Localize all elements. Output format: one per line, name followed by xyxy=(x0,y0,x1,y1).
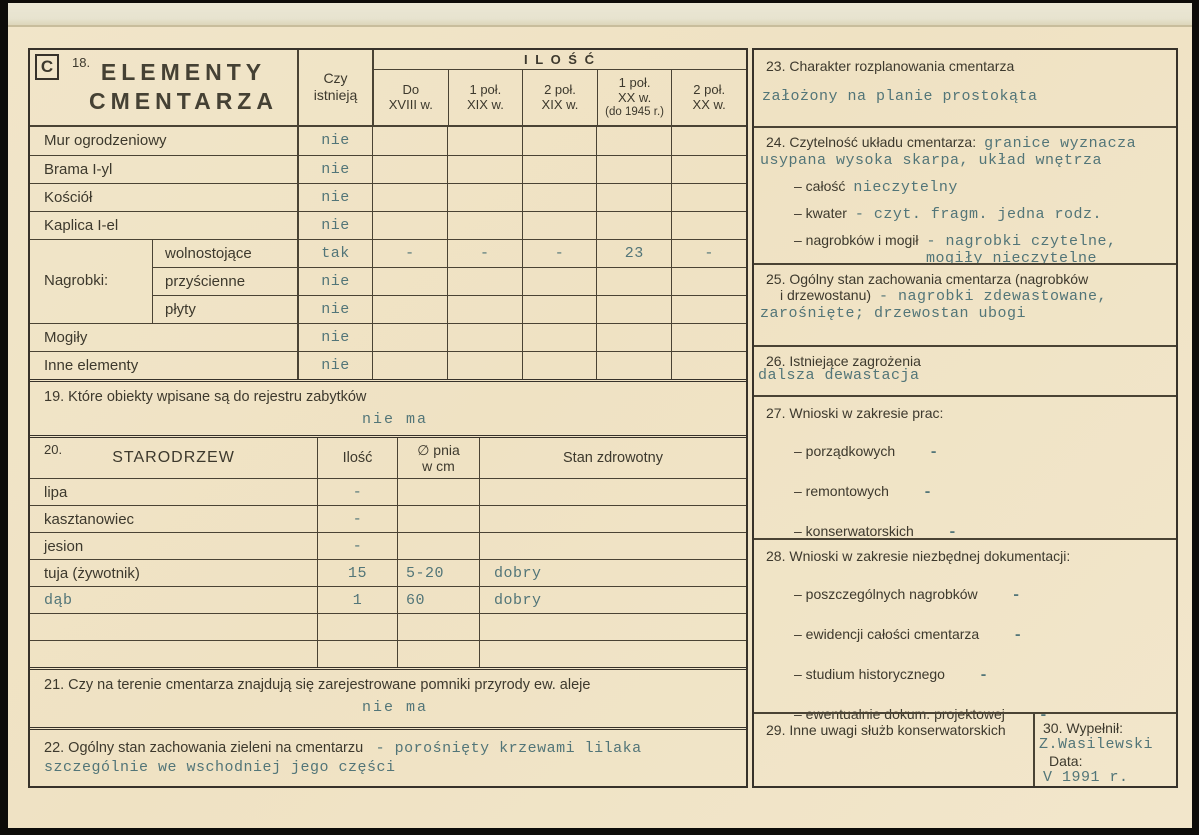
element-period-value-2: - xyxy=(522,240,597,267)
element-period-value-0 xyxy=(372,324,447,351)
tree-name xyxy=(30,614,317,640)
section-24 xyxy=(754,126,1176,268)
right-column xyxy=(752,48,1178,788)
tree-row-4 xyxy=(30,586,746,613)
element-period-value-4 xyxy=(671,212,746,239)
title-line-1: ELEMENTY xyxy=(100,59,267,85)
section27-label: 27. Wnioski w zakresie prac: xyxy=(766,405,944,421)
section-21 xyxy=(30,667,746,727)
tree-diameter: 60 xyxy=(397,587,479,613)
section21-label: 21. Czy na terenie cmentarza znajdują się zarejestrowane pomniki przyrody ew. aleje xyxy=(44,677,591,694)
section20-number: 20. xyxy=(44,441,63,457)
trees-table-title-cell xyxy=(30,438,317,479)
section22-label: 22. Ogólny stan zachowania zieleni na cmentarzu xyxy=(44,740,364,757)
tree-diameter xyxy=(397,614,479,640)
element-row-1 xyxy=(30,155,746,183)
section28-items xyxy=(766,586,1166,724)
element-period-value-1 xyxy=(447,184,522,211)
element-period-value-3 xyxy=(596,127,671,155)
section23-label: 23. Charakter rozplanowania cmentarza xyxy=(766,58,1015,74)
period-header-1-line0: 1 poł. xyxy=(469,82,502,98)
top-binding-strip xyxy=(8,3,1192,27)
section27-item-label: – konserwatorskich xyxy=(794,523,914,539)
section30-filled-by: Z.Wasilewski xyxy=(1039,736,1154,753)
section28-item-answer: - xyxy=(978,667,989,684)
element-period-value-0 xyxy=(372,212,447,239)
section22-answer-line1: - porośnięty krzewami lilaka xyxy=(375,740,642,758)
section24-item-answer2: mogiły nieczytelne xyxy=(926,250,1098,268)
tree-health: dobry xyxy=(479,587,746,613)
period-header-4 xyxy=(671,70,746,125)
element-group-label xyxy=(30,295,152,323)
section25-line2 xyxy=(766,287,1166,305)
section24-item-answer: - nagrobki czytelne, xyxy=(926,233,1117,251)
tree-health xyxy=(479,506,746,532)
element-period-value-0 xyxy=(372,352,447,379)
section-19 xyxy=(30,379,746,435)
section24-item-label: – kwater xyxy=(794,205,847,222)
element-period-value-4 xyxy=(671,184,746,211)
diameter-header-line1: ∅ pnia xyxy=(417,441,460,458)
section-29 xyxy=(754,714,1033,786)
element-label: Mogiły xyxy=(44,328,88,346)
section26-label: 26. Istniejące zagrożenia xyxy=(766,353,921,370)
tree-row-1 xyxy=(30,505,746,532)
section27-item-label: – remontowych xyxy=(794,483,889,499)
section23-answer: założony na planie prostokąta xyxy=(762,88,1038,105)
tree-name xyxy=(30,641,317,667)
trees-table-header xyxy=(30,435,746,479)
element-period-value-2 xyxy=(522,184,597,211)
element-period-value-3 xyxy=(596,156,671,183)
section22-line1 xyxy=(44,739,738,757)
section27-items xyxy=(766,443,1166,541)
element-period-value-1: - xyxy=(447,240,522,267)
count-column-header: Ilość xyxy=(317,438,397,479)
tree-count: - xyxy=(317,479,397,505)
element-period-value-4 xyxy=(671,352,746,379)
tree-diameter xyxy=(397,506,479,532)
element-exists-value: nie xyxy=(297,295,372,323)
paper-sheet xyxy=(8,3,1192,828)
element-label: Mur ogrodzeniowy xyxy=(44,132,167,150)
section29-label: 29. Inne uwagi służb konserwatorskich xyxy=(766,722,1006,738)
period-header-1-line1: XIX w. xyxy=(466,97,504,113)
exists-header-line2: istnieją xyxy=(313,87,358,104)
element-sublabel: wolnostojące xyxy=(152,240,297,267)
tree-row-2 xyxy=(30,532,746,559)
section24-item-label: – całość xyxy=(794,178,846,195)
element-period-value-3 xyxy=(596,184,671,211)
element-group-label xyxy=(30,240,152,267)
elements-table xyxy=(28,48,748,788)
section-29-30 xyxy=(754,712,1176,786)
tree-row-0 xyxy=(30,478,746,505)
tree-health xyxy=(479,533,746,559)
element-exists-value: nie xyxy=(297,212,372,239)
section18-number: 18. xyxy=(72,55,91,70)
element-period-value-3 xyxy=(596,324,671,351)
section28-item-label: – poszczególnych nagrobków xyxy=(794,586,978,602)
element-period-value-3 xyxy=(596,212,671,239)
element-period-value-3 xyxy=(596,267,671,295)
exists-header-line1: Czy xyxy=(323,70,348,87)
element-label: Kaplica I-el xyxy=(44,216,119,234)
section27-item-label: – porządkowych xyxy=(794,443,896,459)
tree-row-3 xyxy=(30,559,746,586)
period-header-2 xyxy=(522,70,597,125)
period-header-2-line0: 2 poł. xyxy=(544,82,576,98)
section-30 xyxy=(1033,714,1176,786)
tree-count: 1 xyxy=(317,587,397,613)
section-23 xyxy=(754,50,1176,126)
element-period-value-2 xyxy=(522,295,597,323)
element-exists-value: nie xyxy=(297,352,372,379)
period-header-3-line1: XX w. xyxy=(617,89,652,105)
elements-table-title xyxy=(70,58,297,116)
tree-count xyxy=(317,641,397,667)
section28-item-answer: - xyxy=(1011,587,1022,604)
section30-date-label: Data: xyxy=(1049,753,1083,769)
period-header-4-line0: 2 poł. xyxy=(693,82,726,98)
tree-name: tuja (żywotnik) xyxy=(44,564,140,582)
element-period-value-4 xyxy=(671,127,746,155)
element-exists-value: nie xyxy=(297,156,372,183)
element-group-label: Nagrobki: xyxy=(44,272,109,290)
trees-table-title: STARODRZEW xyxy=(112,448,235,466)
period-headers-row xyxy=(374,70,746,125)
section30-label: 30. Wypełnił: xyxy=(1043,720,1124,736)
tree-diameter xyxy=(397,641,479,667)
element-exists-value: nie xyxy=(297,127,372,155)
section19-answer: nie ma xyxy=(361,410,428,428)
period-header-2-line1: XIX w. xyxy=(541,97,579,113)
period-header-0 xyxy=(374,70,448,125)
section27-item-answer: - xyxy=(929,444,939,461)
tree-count: 15 xyxy=(317,560,397,586)
section24-item-answer: - czyt. fragm. jedna rodz. xyxy=(854,206,1102,224)
section30-date: V 1991 r. xyxy=(1043,769,1129,786)
element-period-value-1 xyxy=(447,295,522,323)
element-row-5 xyxy=(30,267,746,295)
tree-count xyxy=(317,614,397,640)
section27-item-1 xyxy=(794,483,1166,501)
tree-diameter xyxy=(397,479,479,505)
element-row-4 xyxy=(30,239,746,267)
element-exists-value: nie xyxy=(297,324,372,351)
element-period-value-2 xyxy=(522,267,597,295)
tree-health: dobry xyxy=(479,560,746,586)
section24-item-answer: nieczytelny xyxy=(853,179,958,197)
element-label: Kościół xyxy=(44,188,93,206)
element-period-value-0 xyxy=(372,267,447,295)
element-period-value-0 xyxy=(372,184,447,211)
section-27 xyxy=(754,395,1176,541)
section28-item-0 xyxy=(794,586,1166,604)
section-26 xyxy=(754,345,1176,395)
corner-letter-box xyxy=(35,54,59,80)
section28-item-answer: - xyxy=(1013,627,1023,644)
element-period-value-1 xyxy=(447,324,522,351)
element-period-value-1 xyxy=(447,156,522,183)
element-sublabel: przyścienne xyxy=(152,267,297,295)
section28-item-1 xyxy=(794,626,1166,644)
element-exists-value: nie xyxy=(297,267,372,295)
elements-table-title-cell xyxy=(30,50,297,125)
element-row-3 xyxy=(30,211,746,239)
element-period-value-3: 23 xyxy=(596,240,671,267)
element-row-2 xyxy=(30,183,746,211)
tree-name: kasztanowiec xyxy=(44,510,135,528)
section24-item-1 xyxy=(794,205,1166,223)
element-period-value-1 xyxy=(447,127,522,155)
period-header-0-line1: XVIII w. xyxy=(388,97,433,113)
elements-table-rows xyxy=(30,127,746,379)
section19-label: 19. Które obiekty wpisane są do rejestru zabytków xyxy=(44,388,367,405)
element-period-value-1 xyxy=(447,352,522,379)
section28-item-label: – ewentualnie dokum. projektowej xyxy=(794,706,1005,722)
section28-item-2 xyxy=(794,666,1166,684)
section-22 xyxy=(30,727,746,786)
trees-table-rows xyxy=(30,478,746,667)
tree-row-5 xyxy=(30,613,746,640)
period-header-3-line0: 1 poł. xyxy=(618,74,651,90)
element-period-value-1 xyxy=(447,212,522,239)
corner-letter: C xyxy=(40,57,54,76)
element-period-value-0 xyxy=(372,127,447,155)
element-period-value-4 xyxy=(671,267,746,295)
element-period-value-2 xyxy=(522,212,597,239)
element-label: Brama I-yl xyxy=(44,160,113,178)
period-header-3-line2: (do 1945 r.) xyxy=(605,105,664,118)
element-period-value-2 xyxy=(522,127,597,155)
section24-line1 xyxy=(766,134,1166,152)
section25-label-line2: i drzewostanu) xyxy=(780,287,872,304)
section27-item-0 xyxy=(794,443,1166,461)
section28-label: 28. Wnioski w zakresie niezbędnej dokumentacji: xyxy=(766,548,1071,564)
section-25 xyxy=(754,263,1176,345)
title-line-2: CMENTARZA xyxy=(89,88,278,114)
element-row-0 xyxy=(30,127,746,155)
element-period-value-3 xyxy=(596,352,671,379)
element-sublabel: płyty xyxy=(152,295,297,323)
section28-item-label: – ewidencji całości cmentarza xyxy=(794,626,980,642)
quantity-header-group xyxy=(372,50,746,125)
element-exists-value: tak xyxy=(297,240,372,267)
elements-table-header xyxy=(30,50,746,127)
section21-answer: nie ma xyxy=(361,699,428,717)
element-period-value-0: - xyxy=(372,240,447,267)
element-period-value-3 xyxy=(596,295,671,323)
element-period-value-4 xyxy=(671,156,746,183)
section-28 xyxy=(754,538,1176,724)
section27-item-answer: - xyxy=(922,484,933,501)
element-row-7 xyxy=(30,323,746,351)
tree-health xyxy=(479,479,746,505)
tree-diameter: 5-20 xyxy=(397,560,479,586)
element-exists-value: nie xyxy=(297,184,372,211)
element-period-value-0 xyxy=(372,295,447,323)
tree-name: lipa xyxy=(44,483,68,501)
section24-item-0 xyxy=(794,178,1166,196)
element-row-6 xyxy=(30,295,746,323)
diameter-column-header xyxy=(397,438,479,479)
health-column-header: Stan zdrowotny xyxy=(479,438,746,479)
diameter-header-line2: w cm xyxy=(422,457,455,474)
section28-item-answer: - xyxy=(1038,707,1049,724)
section24-answer-inline: granice wyznacza xyxy=(984,135,1137,153)
section25-label-line1: 25. Ogólny stan zachowania cmentarza (nagrobków xyxy=(766,271,1089,288)
section24-answer-line2: usypana wysoka skarpa, układ wnętrza xyxy=(760,152,1103,170)
section25-answer-inline: - nagrobki zdewastowane, xyxy=(878,288,1107,306)
section27-item-answer: - xyxy=(947,524,958,541)
tree-health xyxy=(479,614,746,640)
element-period-value-1 xyxy=(447,267,522,295)
element-row-8 xyxy=(30,351,746,379)
section24-items xyxy=(766,178,1166,267)
element-period-value-4 xyxy=(671,295,746,323)
tree-count: - xyxy=(317,506,397,532)
quantity-header: I L O Ś Ć xyxy=(374,50,746,70)
period-header-3 xyxy=(597,70,672,125)
element-period-value-2 xyxy=(522,324,597,351)
element-period-value-4: - xyxy=(671,240,746,267)
section28-item-label: – studium historycznego xyxy=(794,666,945,682)
tree-health xyxy=(479,641,746,667)
period-header-0-line0: Do xyxy=(402,82,420,98)
tree-row-6 xyxy=(30,640,746,667)
section24-item-2 xyxy=(794,232,1166,250)
element-label: Inne elementy xyxy=(44,356,139,374)
tree-name: dąb xyxy=(44,591,73,609)
tree-name: jesion xyxy=(44,537,84,555)
section24-item-label: – nagrobków i mogił xyxy=(794,232,919,249)
section25-answer-line2: zarośnięte; drzewostan ubogi xyxy=(760,305,1027,323)
element-period-value-2 xyxy=(522,352,597,379)
tree-diameter xyxy=(397,533,479,559)
element-period-value-2 xyxy=(522,156,597,183)
element-period-value-0 xyxy=(372,156,447,183)
exists-column-header xyxy=(297,50,372,125)
period-header-4-line1: XX w. xyxy=(692,97,726,113)
element-period-value-4 xyxy=(671,324,746,351)
section26-answer: dalsza dewastacja xyxy=(758,367,920,385)
section22-answer-line2: szczególnie we wschodniej jego części xyxy=(44,759,396,777)
section24-label: 24. Czytelność układu cmentarza: xyxy=(766,134,977,151)
tree-count: - xyxy=(317,533,397,559)
period-header-1 xyxy=(448,70,523,125)
